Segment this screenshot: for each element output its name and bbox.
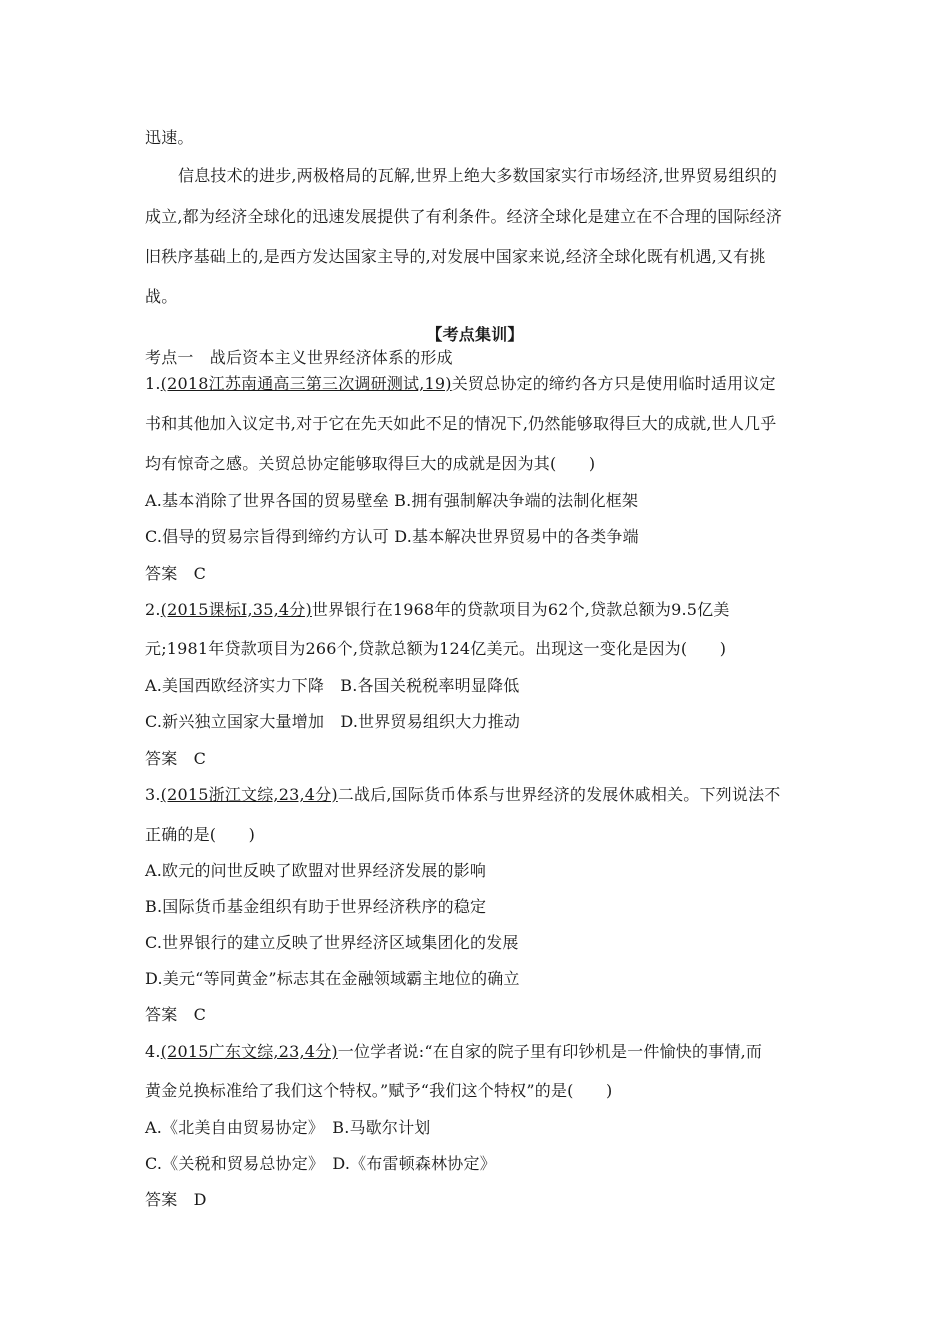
paragraph-line: 战。 — [145, 287, 178, 306]
option-line: A.美国西欧经济实力下降 B.各国关税税率明显降低 — [145, 676, 520, 695]
option-line: C.新兴独立国家大量增加 D.世界贸易组织大力推动 — [145, 712, 521, 731]
question-2-stem — [145, 600, 825, 620]
option-line: C.倡导的贸易宗旨得到缔约方认可 D.基本解决世界贸易中的各类争端 — [145, 527, 639, 546]
question-text: 关贸总协定的缔约各方只是使用临时适用议定 — [451, 374, 776, 393]
question-number: 4. — [145, 1042, 161, 1061]
answer-line: 答案 D — [145, 1190, 207, 1209]
question-text-line: 正确的是( ) — [145, 825, 256, 844]
option-line: C.《关税和贸易总协定》 D.《布雷顿森林协定》 — [145, 1154, 496, 1173]
question-source: (2015课标Ⅰ,35,4分) — [160, 600, 312, 619]
option-line: C.世界银行的建立反映了世界经济区域集团化的发展 — [145, 933, 519, 952]
option-line: A.《北美自由贸易协定》 B.马歇尔计划 — [145, 1118, 431, 1137]
question-3-stem — [145, 785, 825, 805]
answer-line: 答案 C — [145, 564, 207, 583]
section-title: 【考点集训】 — [426, 325, 524, 344]
paragraph-line: 旧秩序基础上的,是西方发达国家主导的,对发展中国家来说,经济全球化既有机遇,又有挑 — [145, 247, 766, 266]
question-text-line: 元;1981年贷款项目为266个,贷款总额为124亿美元。出现这一变化是因为( ) — [145, 639, 727, 658]
answer-line: 答案 C — [145, 1005, 207, 1024]
question-source: (2018江苏南通高三第三次调研测试,19) — [160, 374, 452, 393]
option-line: D.美元“等同黄金”标志其在金融领域霸主地位的确立 — [145, 969, 520, 988]
question-text-line: 黄金兑换标准给了我们这个特权。”赋予“我们这个特权”的是( ) — [145, 1081, 613, 1100]
question-text: 一位学者说:“在自家的院子里有印钞机是一件愉快的事情,而 — [337, 1042, 763, 1061]
question-text: 二战后,国际货币体系与世界经济的发展休戚相关。下列说法不 — [337, 785, 781, 804]
option-line: A.欧元的问世反映了欧盟对世界经济发展的影响 — [145, 861, 487, 880]
question-text-line: 均有惊奇之感。关贸总协定能够取得巨大的成就是因为其( ) — [145, 454, 596, 473]
question-number: 1. — [145, 374, 161, 393]
question-source: (2015浙江文综,23,4分) — [160, 785, 338, 804]
topic-heading: 考点一 战后资本主义世界经济体系的形成 — [145, 348, 453, 367]
option-line: B.国际货币基金组织有助于世界经济秩序的稳定 — [145, 897, 487, 916]
paragraph-line: 信息技术的进步,两极格局的瓦解,世界上绝大多数国家实行市场经济,世界贸易组织的 — [178, 166, 778, 185]
answer-line: 答案 C — [145, 749, 207, 768]
paragraph-line: 成立,都为经济全球化的迅速发展提供了有利条件。经济全球化是建立在不合理的国际经济 — [145, 207, 783, 226]
question-number: 2. — [145, 600, 161, 619]
option-line: A.基本消除了世界各国的贸易壁垒 B.拥有强制解决争端的法制化框架 — [145, 491, 639, 510]
question-number: 3. — [145, 785, 161, 804]
paragraph-line: 迅速。 — [145, 128, 194, 147]
question-1-stem — [145, 374, 825, 394]
question-source: (2015广东文综,23,4分) — [160, 1042, 338, 1061]
question-text: 世界银行在1968年的贷款项目为62个,贷款总额为9.5亿美 — [311, 600, 730, 619]
question-4-stem — [145, 1042, 825, 1062]
question-text-line: 书和其他加入议定书,对于它在先天如此不足的情况下,仍然能够取得巨大的成就,世人几乎 — [145, 414, 777, 433]
